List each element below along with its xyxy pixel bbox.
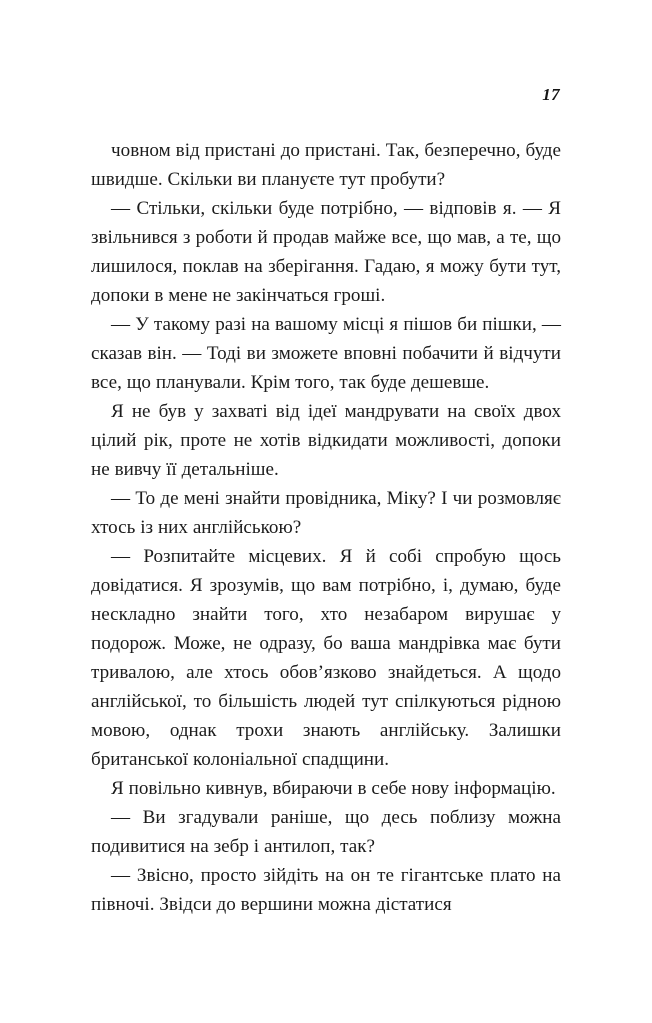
paragraph: — Звісно, просто зійдіть на он те гігантське плато на півночі. Звідси до вершини можна дістатися xyxy=(91,865,561,915)
paragraph: — То де мені знайти провідника, Міку? І чи розмовляє хтось із них англійською? xyxy=(91,488,561,538)
paragraph: — Ви згадували раніше, що десь поблизу можна подивитися на зебр і антилоп, так? xyxy=(91,807,561,857)
paragraph: Я не був у захваті від ідеї мандрувати на своїх двох цілий рік, проте не хотів відкидати можливості, допоки не вивчу її детальніше. xyxy=(91,401,561,480)
page-number: 17 xyxy=(542,85,560,104)
paragraph: — Стільки, скільки буде потрібно, — відповів я. — Я звільнився з роботи й продав майже все, що мав, а те, що лишилося, поклав на зберігання. Гадаю, я можу бути тут, допоки в мене не закінчаться гроші. xyxy=(91,198,561,306)
paragraph: — Розпитайте місцевих. Я й собі спробую щось довідатися. Я зрозумів, що вам потрібно, і, думаю, буде нескладно знайти того, хто незабаром вирушає у подорож. Може, не одразу, бо ваша мандрівка має бути тривалою, але хтось обов’язково знайдеться. А щодо англійської, то більшість людей тут спілкуються рідною мовою, однак трохи знають англійську. Залишки британської колоніальної спадщини. xyxy=(91,546,561,770)
paragraph: Я повільно кивнув, вбираючи в себе нову інформацію. xyxy=(111,778,556,799)
paragraph: — У такому разі на вашому місці я пішов би пішки, — сказав він. — Тоді ви зможете вповні побачити й відчути все, що планували. Крім того, так буде дешевше. xyxy=(91,314,561,393)
paragraph: човном від пристані до пристані. Так, безперечно, буде швидше. Скільки ви плануєте тут пробути? xyxy=(91,140,561,190)
body-text-block xyxy=(91,136,561,919)
